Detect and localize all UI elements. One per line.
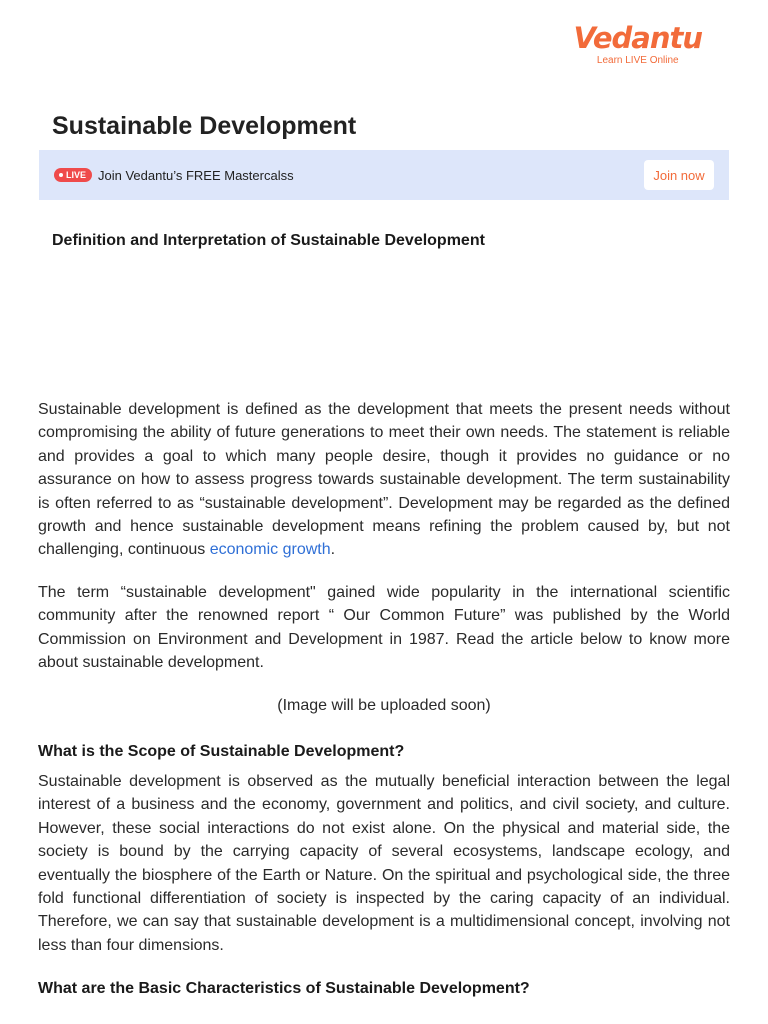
live-dot-icon bbox=[59, 173, 63, 177]
vedantu-logo[interactable] bbox=[574, 22, 702, 67]
banner-text: Join Vedantu’s FREE Mastercalss bbox=[98, 167, 294, 183]
paragraph-definition-text: Sustainable development is defined as the development that meets the present needs without compromising the ability of future generations to meet their own needs. The statement is reliable and provides a goal to which many people desire, though it provides no guidance or no assurance on how to assess progress towards sustainable development. The term sustainability is often referred to as “sustainable development”. Development may be regarded as the defined growth and hence sustainable development means refining the problem caused by, but not challenging, continuous bbox=[38, 401, 730, 559]
masterclass-banner bbox=[39, 150, 729, 200]
paragraph-definition-end: . bbox=[330, 541, 336, 559]
join-now-button[interactable]: Join now bbox=[644, 160, 714, 190]
heading-scope: What is the Scope of Sustainable Development? bbox=[38, 743, 405, 760]
image-placeholder-note: (Image will be uploaded soon) bbox=[277, 697, 491, 714]
paragraph-history: The term “sustainable development" gained wide popularity in the international scientific community after the renowned report “ Our Common Future” was published by the World Commission on Environment and Development in 1987. Read the article below to know more about sustainable development. bbox=[38, 584, 730, 672]
logo-tagline: Learn LIVE Online bbox=[596, 55, 679, 66]
live-badge-label: LIVE bbox=[66, 170, 87, 180]
paragraph-scope: Sustainable development is observed as the mutually beneficial interaction between the legal interest of a business and the economy, government and politics, and civil society, and culture. However, these social interactions do not exist alone. On the physical and material side, the society is bound by the carrying capacity of several ecosystems, landscape ecology, and eventually the biosphere of the Earth or Nature. On the spiritual and psychological side, the three fold functional differentiation of society is inspected by the caring capacity of an individual. Therefore, we can say that sustainable development is a multidimensional concept, involving not less than four dimensions. bbox=[38, 773, 730, 954]
paragraph-definition bbox=[38, 398, 730, 562]
logo-wordmark: Vedantu bbox=[573, 21, 702, 55]
section-heading: Definition and Interpretation of Sustainable Development bbox=[52, 232, 485, 249]
page-title: Sustainable Development bbox=[52, 112, 357, 140]
economic-growth-link[interactable]: economic growth bbox=[209, 541, 331, 559]
heading-characteristics: What are the Basic Characteristics of Sustainable Development? bbox=[38, 980, 530, 997]
live-badge bbox=[54, 168, 92, 182]
